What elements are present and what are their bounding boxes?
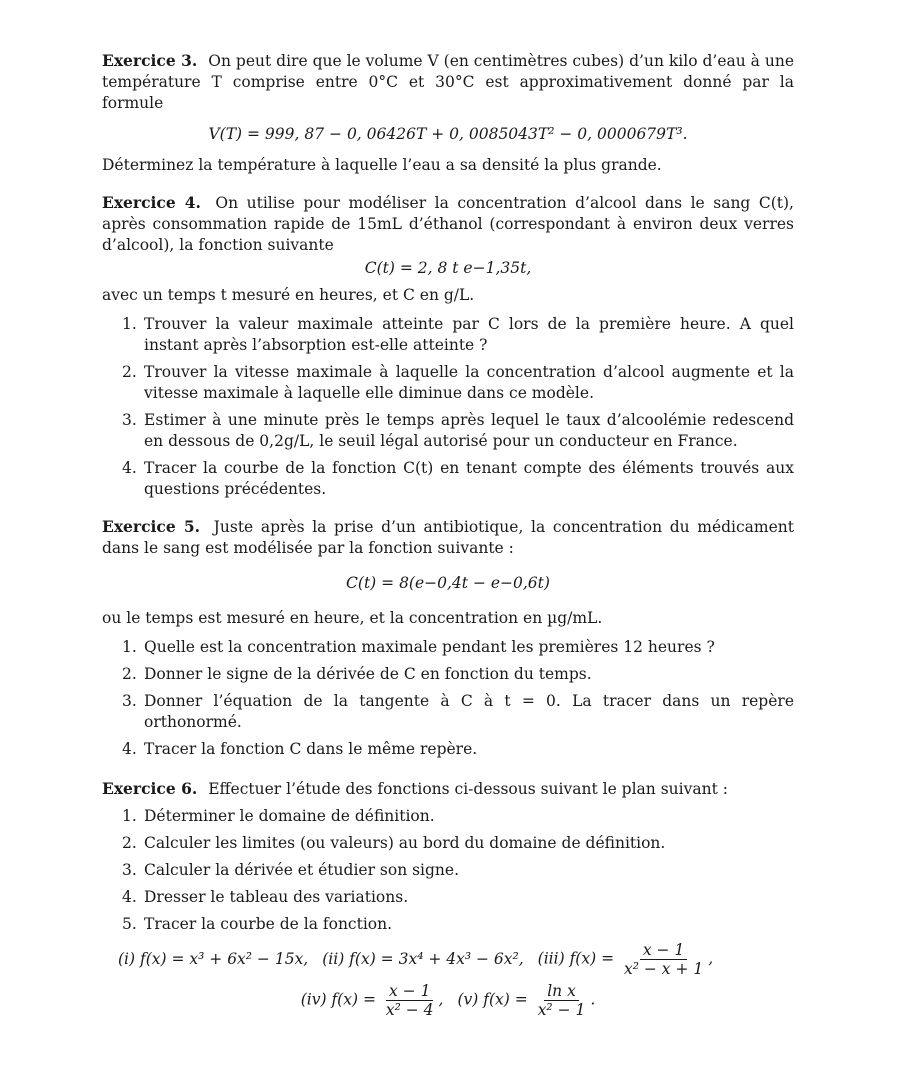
- exercise-6-text: Effectuer l’étude des fonctions ci-dessous suivant le plan suivant :: [208, 780, 728, 798]
- exercise-6-title: Exercice 6.: [102, 779, 198, 798]
- exercise-5-units: ou le temps est mesuré en heure, et la concentration en µg/mL.: [102, 609, 603, 627]
- exercise-4-text: On utilise pour modéliser la concentration d’alcool dans le sang C(t), après consommation rapide de 15mL d’éthanol (correspondant à environ deux verres d’alcool), la fonction suivante: [102, 194, 794, 254]
- exercise-5-formula: C(t) = 8(e−0,4t − e−0,6t): [346, 574, 550, 592]
- exercise-4-questions: [102, 314, 794, 500]
- fraction: $\frac{x - 1}{\text{x² − x + 1}}$: [624, 941, 704, 978]
- fraction: $\frac{\text{ln x}}{\text{x² − 1}}$: [537, 982, 586, 1019]
- exercise-3-formula: V(T) = 999, 87 − 0, 06426T + 0, 0085043T² − 0, 0000679T³.: [208, 125, 688, 143]
- list-item: 2. Donner le signe de la dérivée de C en fonction du temps.: [122, 665, 592, 683]
- list-item: 4. Tracer la fonction C dans le même repère.: [122, 740, 478, 758]
- list-item: 3. Calculer la dérivée et étudier son signe.: [122, 861, 460, 879]
- exercise-4-units: avec un temps t mesuré en heures, et C en g/L.: [102, 286, 475, 304]
- exercise-5-text: Juste après la prise d’un antibiotique, la concentration du médicament dans le sang est modélisée par la fonction suivante :: [102, 518, 795, 557]
- list-item: 5. Tracer la courbe de la fonction.: [122, 915, 393, 933]
- exercise-4-formula: C(t) = 2, 8 t e−1,35t,: [364, 259, 532, 277]
- function-iv: (iv) f(x) = $\frac{x - 1}{\text{x² − 4}}$ ,: [300, 982, 444, 1019]
- function-iii: (iii) f(x) = $\frac{x - 1}{\text{x² − x + 1}}$ ,: [537, 941, 714, 978]
- function-i: (i) f(x) = x³ + 6x² − 15x,: [118, 950, 309, 968]
- exercise-5-questions: [102, 637, 794, 760]
- fraction: $\frac{x - 1}{\text{x² − 4}}$: [385, 982, 434, 1019]
- list-item: 3. Donner l’équation de la tangente à C à t = 0. La tracer dans un repère orthonormé.: [122, 692, 794, 731]
- list-item: 1. Trouver la valeur maximale atteinte par C lors de la première heure. A quel instant après l’absorption est-elle atteinte ?: [122, 315, 794, 354]
- exercise-6-statement: [102, 778, 794, 800]
- functions-row-1: [118, 941, 794, 978]
- list-item: 4. Dresser le tableau des variations.: [122, 888, 409, 906]
- exercise-3-question: Déterminez la température à laquelle l’eau a sa densité la plus grande.: [102, 156, 662, 174]
- exercise-4-statement: [102, 192, 794, 256]
- list-item: 2. Calculer les limites (ou valeurs) au bord du domaine de définition.: [122, 834, 666, 852]
- list-item: 4. Tracer la courbe de la fonction C(t) en tenant compte des éléments trouvés aux questions précédentes.: [122, 459, 794, 498]
- exercise-4-title: Exercice 4.: [102, 193, 201, 212]
- list-item: 1. Déterminer le domaine de définition.: [122, 807, 435, 825]
- function-v: (v) f(x) = $\frac{\text{ln x}}{\text{x² − 1}}$ .: [457, 982, 596, 1019]
- exercise-3-title: Exercice 3.: [102, 51, 198, 70]
- exercise-5-title: Exercice 5.: [102, 517, 201, 536]
- list-item: 2. Trouver la vitesse maximale à laquelle la concentration d’alcool augmente et la vitesse maximale à laquelle elle diminue dans ce modèle.: [122, 363, 794, 402]
- list-item: 3. Estimer à une minute près le temps après lequel le taux d’alcoolémie redescend en dessous de 0,2g/L, le seuil légal autorisé pour un conducteur en France.: [122, 411, 794, 450]
- document-page: [102, 50, 794, 1019]
- list-item: 1. Quelle est la concentration maximale pendant les premières 12 heures ?: [122, 638, 715, 656]
- exercise-5-statement: [102, 516, 794, 559]
- exercise-3-statement: [102, 50, 794, 114]
- function-ii: (ii) f(x) = 3x⁴ + 4x³ − 6x²,: [322, 950, 524, 968]
- exercise-6-steps: [102, 806, 794, 935]
- exercise-3-text: On peut dire que le volume V (en centimètres cubes) d’un kilo d’eau à une température T comprise entre 0°C et 30°C est approximativement donné par la formule: [102, 52, 794, 112]
- functions-row-2: [102, 982, 794, 1019]
